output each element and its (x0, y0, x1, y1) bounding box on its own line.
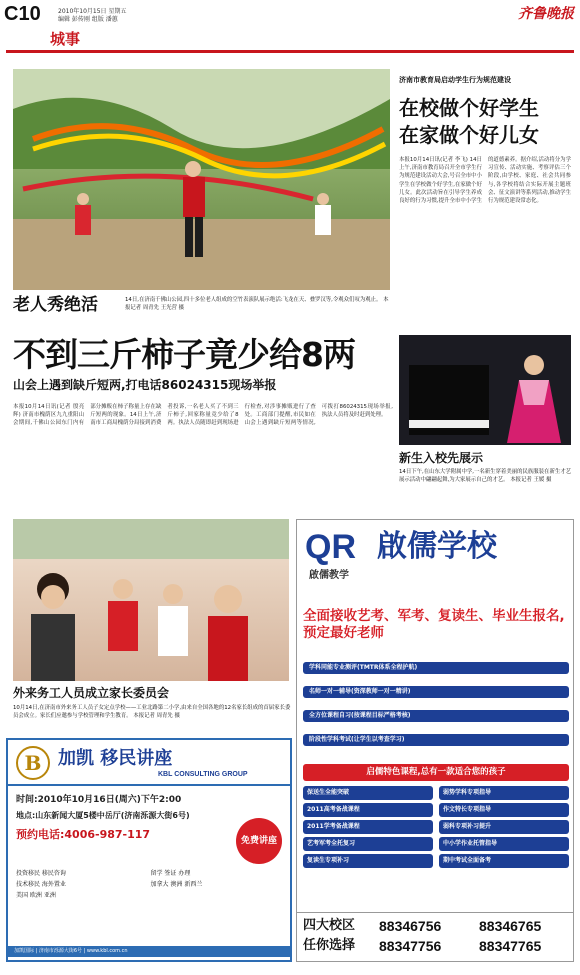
qr-logo: QR (305, 528, 356, 566)
qr-phone-2: 88346765 (479, 918, 542, 934)
editor-line: 编辑 彭传刚 组版 潘蕙 (58, 16, 118, 23)
qr-feature-list (297, 662, 574, 758)
story2-subhead: 山会上遇到缺斤短两,打电话86024315现场举报 (13, 378, 277, 392)
masthead-logo: 齐鲁晚报 (518, 6, 574, 22)
kaikai-subtitle: KBL CONSULTING GROUP (158, 771, 248, 778)
course-item: 中小学作业托管指导 (439, 837, 569, 851)
date-line: 2010年10月15日 星期五 (58, 8, 127, 15)
kaikai-header (8, 740, 290, 786)
piano-photo (399, 335, 571, 445)
kaikai-immigration-ad[interactable] (6, 738, 292, 962)
qr-banner: 全面接收艺考、军考、复读生、毕业生报名,预定最好老师 (303, 608, 565, 641)
story4-headline: 外来务工人员成立家长委员会 (13, 686, 170, 700)
children-photo (13, 519, 289, 681)
story1-body: 本报10月14日讯(记者 李飞) 14日上午,济南市教育局召开全市学生行为规范建设活动大会,号召全市中小学生在学校做个好学生,在家做个好儿女。此次活动旨在引导学生养成良好的行为习惯,提升全市中小学生的道德素养。据介绍,活动将分为学习宣传、活动实施、考察评估三个阶段,由学校、家庭、社会共同参与,各学校将结合实际开展主题班会、征文演讲等系列活动,推动学生行为规范建设常态化。 (399, 157, 571, 205)
edition-meta (58, 8, 126, 24)
story1-kicker: 济南市教育局启动学生行为规范建设 (399, 76, 511, 84)
course-item: 艺考军考全托复习 (303, 837, 433, 851)
qr-header (297, 520, 574, 600)
course-item: 保送生全能突破 (303, 786, 433, 800)
kaikai-title: 加凯 移民讲座 (58, 748, 173, 769)
qr-phone-3: 88347756 (379, 938, 442, 954)
qr-course-grid (303, 786, 569, 868)
story3-headline: 新生入校先展示 (399, 451, 484, 465)
story2-headline: 不到三斤柿子竟少给8两 (13, 335, 355, 374)
kite-photo (13, 69, 390, 290)
story3-caption: 14日下午,在山东大学附属中学,一名新生穿着美丽的民族服装在新生才艺展示活动中翩翩起舞,为大家展示自己的才艺。 本报记者 王媛 摄 (399, 469, 571, 483)
qr-footer (297, 912, 574, 962)
photo-caption: 14日,在济南千佛山公园,四十多位老人组成的空竹表演队展示绝活:飞龙在天、叠罗汉等,令观众们叹为观止。 本报记者 周青先 王光营 摄 (125, 297, 389, 311)
course-item: 复读生专项补习 (303, 854, 433, 868)
story1-headline-1: 在校做个好学生 (399, 96, 539, 120)
piano-illustration (399, 335, 571, 445)
course-item: 2011高考备战课程 (303, 803, 433, 817)
story1-headline-2: 在家做个好儿女 (399, 123, 539, 147)
kaikai-service-list (16, 870, 282, 900)
kaikai-item: 留学 签证 办理 (150, 870, 191, 877)
page-number: C10 (4, 3, 41, 25)
kaikai-stamp: 免费讲座 (236, 818, 282, 864)
qr-campus-1: 四大校区 (303, 918, 356, 933)
kaikai-item: 加拿大 澳洲 新西兰 (150, 881, 203, 888)
qr-feature-2: 名师一对一辅导(资深教师一对一精讲) (303, 686, 569, 698)
course-item: 2011学考备战课程 (303, 820, 433, 834)
section-title: 城事 (50, 30, 81, 48)
photo-title: 老人秀绝活 (13, 295, 98, 315)
kaikai-item: 技术移民 海外置业 (16, 881, 66, 888)
kaikai-place: 地点:山东新闻大厦5楼中岳厅(济南泺源大街6号) (16, 811, 190, 820)
course-item: 弱科专项补习提升 (439, 820, 569, 834)
qr-feature-3: 全方位课程自习(按课程目标严格考核) (303, 710, 569, 722)
qr-brand-sub: 啟儒教学 (309, 570, 349, 581)
qr-campus-2: 任你选择 (303, 938, 356, 953)
qr-school-ad[interactable] (296, 519, 574, 962)
qr-brand: 啟儒学校 (377, 529, 497, 564)
kaikai-time: 时间:2010年10月16日(周六)下午2:00 (16, 795, 182, 805)
course-item: 弱势学科专项指导 (439, 786, 569, 800)
qr-feature-4: 阶段性学科考试(让学生以考查学习) (303, 734, 569, 746)
qr-feature-1: 学科同能专业测评(TMTR体系全程护航) (303, 662, 569, 674)
story2-body: 本报10月14日讯(记者 殷亮辉) 济南市槐荫区九九重阳山会期间,千佛山公园东门内有部分摊贩在柿子称量上存在缺斤短两的现象。14日上午,济南市工商局槐荫分局接到消费者投诉,一名老人买了不到三斤柿子,回家称量竟少给了8两。执法人员随即赶到现场进行检查,对涉事摊贩进行了查处。工商部门提醒,市民如在山会上遇到缺斤短两等情况,可拨打86024315现场举报,执法人员将及时赶到处理。 (13, 404, 393, 427)
photo-illustration (13, 69, 390, 290)
children-illustration (13, 519, 289, 681)
kaikai-footer: 加凯国际 | 济南市泺源大街6号 | www.kbl.com.cn (8, 946, 290, 957)
course-item: 期中考试全面备考 (439, 854, 569, 868)
kaikai-item: 美国 欧洲 亚洲 (16, 892, 56, 899)
qr-course-title: 启儒特色课程,总有一款适合您的孩子 (303, 764, 569, 781)
qr-phone-4: 88347765 (479, 938, 542, 954)
course-item: 作文特长专项指导 (439, 803, 569, 817)
header-rule (6, 50, 574, 53)
kaikai-item: 投资移民 移民咨询 (16, 870, 66, 877)
qr-phone-1: 88346756 (379, 918, 442, 934)
kaikai-phone: 预约电话:4006-987-117 (16, 828, 151, 841)
story4-caption: 10月14日,在济南市外来务工人员子女定点学校——工业北路第二小学,由来自全国各地的12名家长组成的首届家长委员会成立。家长们应邀参与学校管理和学生教育。 本报记者 周青先 摄 (13, 705, 291, 719)
kaikai-logo-icon: B (16, 746, 50, 780)
